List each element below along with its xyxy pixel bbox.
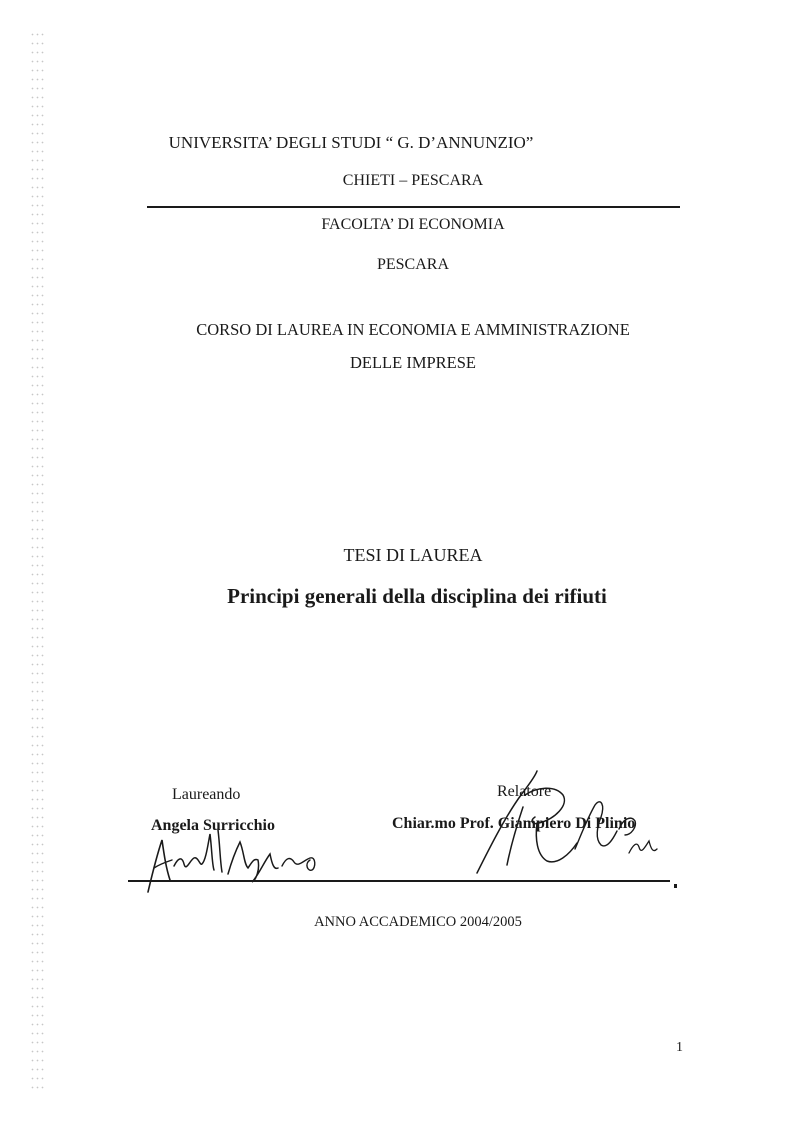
university-city: CHIETI – PESCARA <box>342 172 484 189</box>
thesis-title: Principi generali della disciplina dei rifiuti <box>227 584 607 608</box>
advisor-label: Relatore <box>497 783 552 800</box>
degree-course-line-2: DELLE IMPRESE <box>349 353 477 372</box>
student-label: Laureando <box>172 786 241 803</box>
academic-year: ANNO ACCADEMICO 2004/2005 <box>314 914 522 930</box>
scan-mark <box>674 884 677 888</box>
thesis-label: TESI DI LAUREA <box>343 545 483 565</box>
student-name: Angela Surricchio <box>151 817 275 834</box>
advisor-signature <box>465 765 665 880</box>
university-name: UNIVERSITA’ DEGLI STUDI “ G. D’ANNUNZIO” <box>168 133 534 152</box>
degree-course-line-1: CORSO DI LAUREA IN ECONOMIA E AMMINISTRAZIONE <box>196 320 630 339</box>
student-signature <box>140 820 325 900</box>
header-divider <box>147 206 680 208</box>
page-number: 1 <box>676 1040 683 1055</box>
faculty-city: PESCARA <box>376 256 450 273</box>
faculty-name: FACOLTA’ DI ECONOMIA <box>321 216 505 233</box>
advisor-name: Chiar.mo Prof. Giampiero Di Plinio <box>392 815 636 832</box>
scan-binding-marks <box>30 30 44 1090</box>
signature-divider <box>128 880 670 882</box>
